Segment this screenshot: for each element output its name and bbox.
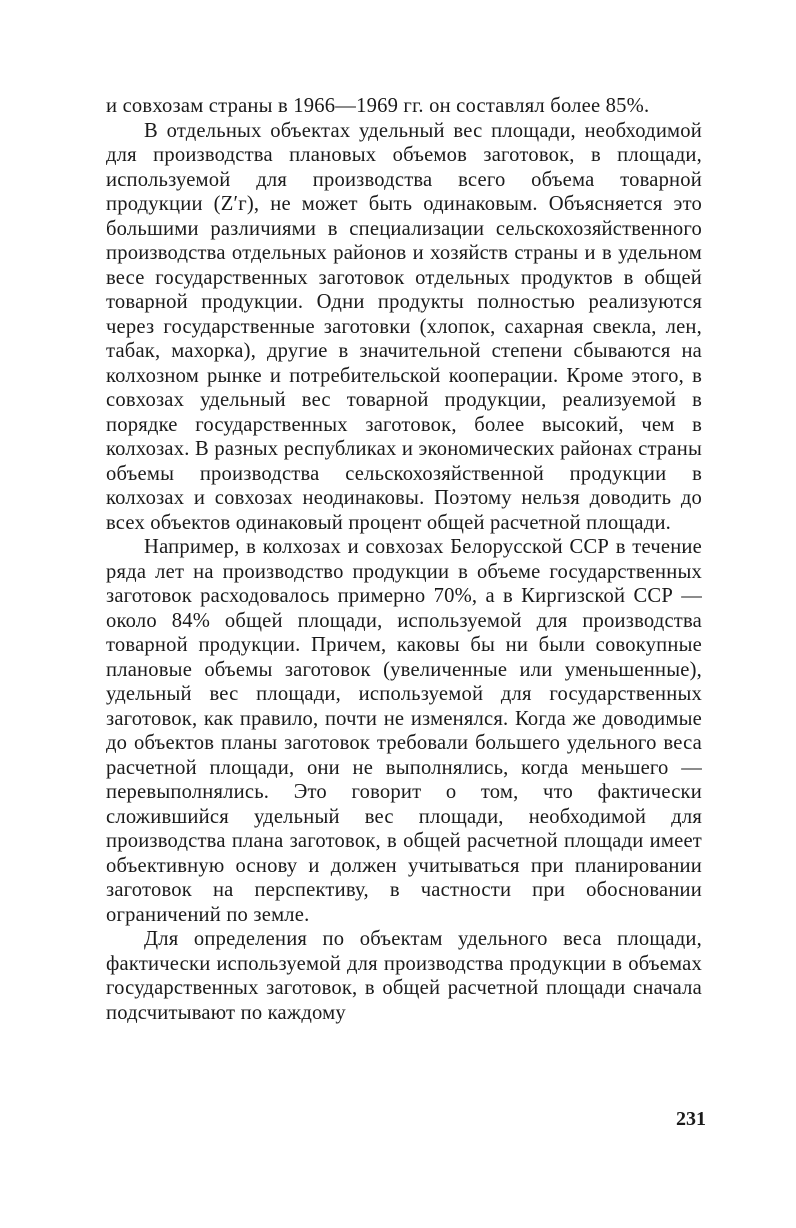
page-number: 231 <box>676 1108 706 1130</box>
paragraph-definition: Для определения по объектам удельного веса площади, фактически используемой для производства продукции в объемах государственных заготовок, в общей расчетной площади сначала подсчитывают по каждому <box>106 928 702 1024</box>
paragraph-continuation: и совхозам страны в 1966—1969 гг. он составлял более 85%. <box>106 95 650 117</box>
body-text <box>106 94 702 1025</box>
paragraph-specialization: В отдельных объектах удельный вес площади, необходимой для производства плановых объемов заготовок, в площади, используемой для производства всего объема товарной продукции (Z′г), не может быть одинаковым. Объясняется это большими различиями в специализации сельскохозяйственного производства отдельных районов и хозяйств страны и в удельном весе государственных заготовок отдельных продуктов в общей товарной продукции. Одни продукты полностью реализуются через государственные заготовки (хлопок, сахарная свекла, лен, табак, махорка), другие в значительной степени сбываются на колхозном рынке и потребительской кооперации. Кроме этого, в совхозах удельный вес товарной продукции, реализуемой в порядке государственных заготовок, более высокий, чем в колхозах. В разных республиках и экономических районах страны объемы производства сельскохозяйственной продукции в колхозах и совхозах неодинаковы. Поэтому нельзя доводить до всех объектов одинаковый процент общей расчетной площади. <box>106 119 702 534</box>
paragraph-example: Например, в колхозах и совхозах Белорусской ССР в течение ряда лет на производство продукции в объеме государственных заготовок расходовалось примерно 70%, а в Киргизской ССР — около 84% общей площади, используемой для производства товарной продукции. Причем, каковы бы ни были совокупные плановые объемы заготовок (увеличенные или уменьшенные), удельный вес площади, используемой для государственных заготовок, как правило, почти не изменялся. Когда же доводимые до объектов планы заготовок требовали большего удельного веса расчетной площади, они не выполнялись, когда меньшего — перевыполнялись. Это говорит о том, что фактически сложившийся удельный вес площади, необходимой для производства плана заготовок, в общей расчетной площади имеет объективную основу и должен учитываться при планировании заготовок на перспективу, в частности при обосновании ограничений по земле. <box>106 536 702 926</box>
